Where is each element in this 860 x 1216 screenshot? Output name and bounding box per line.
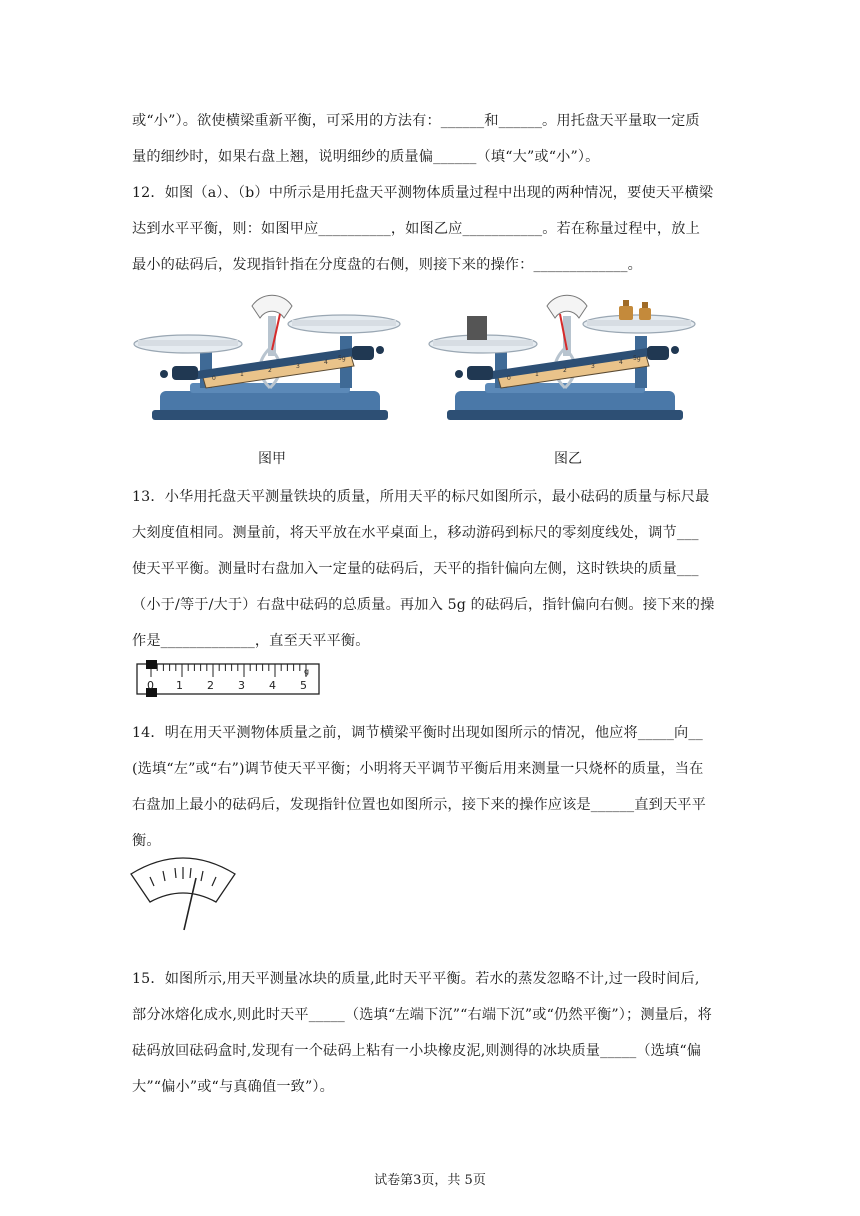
- q15-line-2: 部分冰熔化成水,则此时天平_____（选填“左端下沉”“右端下沉”或“仍然平衡”）；测量后，将: [132, 1007, 713, 1023]
- q12-line-2: 达到水平平衡，则：如图甲应__________，如图乙应___________。若在称量过程中，放上: [132, 221, 700, 237]
- ruler-label: 2: [563, 367, 567, 374]
- q11-line-2: 量的细纱时，如果右盘上翘，说明细纱的质量偏______（填“大”或“小”）。: [132, 149, 600, 165]
- balance-a-right-pan: [288, 315, 400, 333]
- figure-caption-b: 图乙: [554, 451, 582, 467]
- rider-top: [146, 660, 157, 669]
- q12-line-1: 12．如图（a）、（b）中所示是用托盘天平测物体质量过程中出现的两种情况，要使天平横梁: [132, 185, 714, 201]
- ruler-label: 1: [535, 371, 539, 378]
- q13-line-4: （小于/等于/大于）右盘中砝码的总质量。再加入 5g 的砝码后，指针偏向右侧。接下来的操: [132, 597, 715, 613]
- object-block: [467, 316, 487, 340]
- q13-line-1: 13．小华用托盘天平测量铁块的质量，所用天平的标尺如图所示，最小砝码的质量与标尺最: [132, 489, 710, 505]
- ruler-label: 3: [591, 363, 595, 370]
- scale-label: 0: [147, 679, 154, 692]
- scale-label: 1: [176, 679, 183, 692]
- q14-line-1: 14．明在用天平测物体质量之前，调节横梁平衡时出现如图所示的情况，他应将_____向__: [132, 725, 703, 741]
- division-dial-figure: [128, 852, 238, 932]
- q13-line-2: 大刻度值相同。测量前，将天平放在水平桌面上，移动游码到标尺的零刻度线处，调节___: [132, 525, 699, 541]
- ruler-label: 4: [324, 359, 328, 366]
- q13-line-5: 作是_____________，直至天平平衡。: [132, 633, 370, 649]
- q12-line-3: 最小的砝码后，发现指针指在分度盘的右侧，则接下来的操作：_____________。: [132, 257, 642, 273]
- page-footer: 试卷第3页，共 5页: [374, 1173, 486, 1188]
- balance-b-dial: [547, 295, 587, 356]
- q15-line-3: 砝码放回砝码盒时,发现有一个砝码上粘有一小块橡皮泥,则测得的冰块质量_____（选填“偏: [132, 1043, 702, 1059]
- scale-label: 2: [207, 679, 214, 692]
- balance-figure-a: [130, 288, 410, 428]
- balance-a-base: [152, 383, 388, 420]
- q11-line-1: 或“小”）。欲使横梁重新平衡，可采用的方法有：______和______。用托盘天平量取一定质: [132, 113, 700, 129]
- balance-figure-b: [425, 288, 705, 428]
- scale-unit: g: [304, 667, 310, 676]
- scale-ruler-figure: [136, 660, 321, 700]
- q15-line-4: 大”“偏小”或“与真确值一致”）。: [132, 1079, 334, 1095]
- ruler-label: 0: [212, 375, 216, 382]
- ruler-label: 5g: [338, 355, 346, 362]
- ruler-label: 5g: [633, 355, 641, 362]
- q14-line-2: (选填“左”或“右”)调节使天平平衡；小明将天平调节平衡后用来测量一只烧杯的质量，当在: [132, 761, 704, 777]
- q15-line-1: 15．如图所示,用天平测量冰块的质量,此时天平平衡。若水的蒸发忽略不计,过一段时间后,: [132, 971, 700, 987]
- scale-label: 4: [269, 679, 276, 692]
- scale-label: 3: [238, 679, 245, 692]
- balance-a-dial: [252, 295, 292, 356]
- ruler-label: 4: [619, 359, 623, 366]
- ruler-label: 1: [240, 371, 244, 378]
- balance-b-right-pan: [583, 300, 695, 333]
- ruler-label: 2: [268, 367, 272, 374]
- balance-b-left-pan: [429, 316, 537, 353]
- scale-label: 5: [300, 679, 307, 692]
- balance-b-base: [447, 383, 683, 420]
- ruler-label: 3: [296, 363, 300, 370]
- q14-line-3: 右盘加上最小的砝码后，发现指针位置也如图所示，接下来的操作应该是______直到天平平: [132, 797, 706, 813]
- balance-a-left-pan: [134, 335, 242, 353]
- figure-caption-a: 图甲: [258, 451, 286, 467]
- q13-line-3: 使天平平衡。测量时右盘加入一定量的砝码后，天平的指针偏向左侧，这时铁块的质量___: [132, 561, 699, 577]
- ruler-label: 0: [507, 375, 511, 382]
- q14-line-4: 衡。: [132, 833, 161, 849]
